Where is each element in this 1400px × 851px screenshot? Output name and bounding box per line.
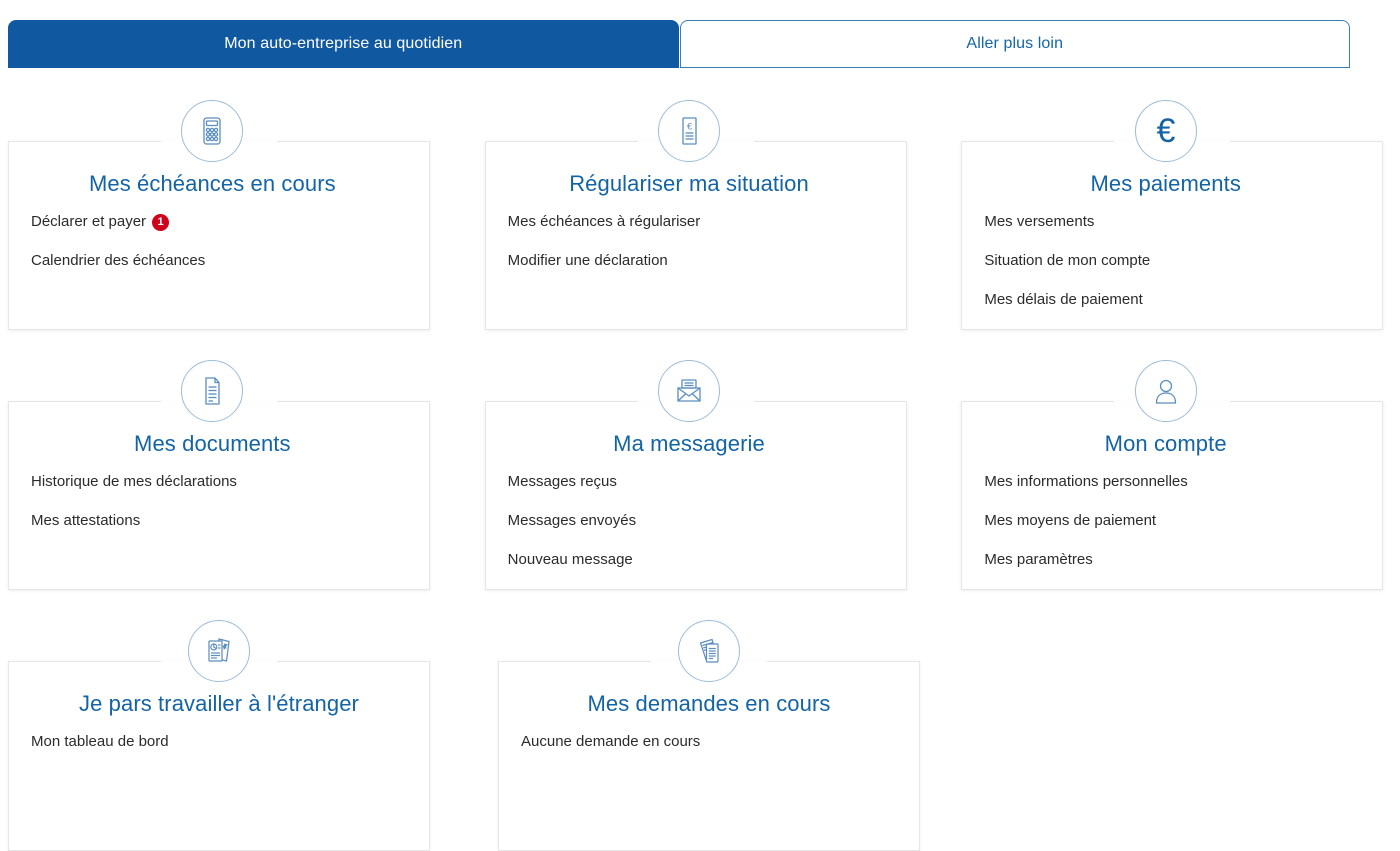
card-top-divider-left (8, 401, 161, 402)
card-top-divider-left (8, 141, 161, 142)
card-top-divider-left (485, 401, 638, 402)
card-title: Mon compte (1104, 431, 1227, 456)
tab-bar (8, 20, 1350, 68)
card-top-divider-right (277, 661, 430, 662)
card-row (0, 620, 1400, 840)
text-aucune-demande-en-cours: Aucune demande en cours (521, 733, 701, 750)
grid-empty-slot (958, 620, 1380, 840)
link-mes-delais-de-paiement[interactable]: Mes délais de paiement (984, 291, 1143, 308)
link-mes-parametres[interactable]: Mes paramètres (984, 551, 1093, 568)
link-mon-tableau-de-bord[interactable]: Mon tableau de bord (31, 733, 169, 750)
card-top-divider-right (1230, 401, 1383, 402)
card-title: Ma messagerie (613, 431, 765, 456)
link-messages-recus[interactable]: Messages reçus (507, 473, 617, 490)
card-grid (0, 100, 1400, 840)
tab-label: Mon auto-entreprise au quotidien (224, 35, 463, 52)
card-top-divider-left (8, 661, 161, 662)
link-declarer-et-payer[interactable] (31, 212, 401, 231)
card-title: Je pars travailler à l'étranger (79, 691, 359, 716)
link-mes-moyens-de-paiement[interactable]: Mes moyens de paiement (984, 512, 1157, 529)
link-situation-de-mon-compte[interactable]: Situation de mon compte (984, 252, 1151, 269)
status-badge: 1 (152, 214, 169, 231)
card-top-divider-left (961, 141, 1114, 142)
svg-text:€: € (686, 121, 693, 132)
card-top-divider-right (754, 401, 907, 402)
link-historique-de-mes-declarations[interactable]: Historique de mes déclarations (31, 473, 237, 490)
card-links (984, 472, 1354, 589)
link-mes-attestations[interactable]: Mes attestations (31, 512, 141, 529)
card-links (508, 212, 878, 290)
document-euro-icon (658, 100, 720, 162)
card-title: Mes paiements (1090, 171, 1241, 196)
card-links (31, 472, 401, 550)
tab-mon-auto-entreprise-au-quotidien[interactable] (8, 20, 679, 68)
link-mes-echeances-a-regulariser[interactable]: Mes échéances à régulariser (507, 213, 701, 230)
tab-aller-plus-loin[interactable] (680, 20, 1351, 68)
card-je-pars-travailler-a-letranger (8, 620, 430, 840)
link-calendrier-des-echeances[interactable]: Calendrier des échéances (31, 252, 206, 269)
card-links (521, 732, 904, 771)
card-mon-compte (961, 360, 1370, 620)
card-title: Régulariser ma situation (569, 171, 809, 196)
card-top-divider-right (1230, 141, 1383, 142)
calculator-icon (181, 100, 243, 162)
documents-stack-icon (678, 620, 740, 682)
card-top-divider-right (277, 141, 430, 142)
card-row (0, 360, 1400, 620)
envelope-icon (658, 360, 720, 422)
user-icon (1135, 360, 1197, 422)
link-modifier-une-declaration[interactable]: Modifier une déclaration (507, 252, 668, 269)
link-mes-versements[interactable]: Mes versements (984, 213, 1095, 230)
link-messages-envoyes[interactable]: Messages envoyés (507, 512, 637, 529)
card-top-divider-right (754, 141, 907, 142)
link-nouveau-message[interactable]: Nouveau message (507, 551, 633, 568)
card-top-divider-left (961, 401, 1114, 402)
card-mes-echeances-en-cours (8, 100, 417, 360)
card-mes-paiements (961, 100, 1370, 360)
link-label: Déclarer et payer (31, 213, 147, 230)
card-top-divider-right (767, 661, 920, 662)
card-title: Mes documents (134, 431, 291, 456)
card-top-divider-left (485, 141, 638, 142)
tab-label: Aller plus loin (966, 35, 1064, 52)
card-title: Mes demandes en cours (587, 691, 831, 716)
card-mes-demandes-en-cours (498, 620, 920, 840)
card-links (508, 472, 878, 589)
card-ma-messagerie (485, 360, 894, 620)
card-regulariser-ma-situation (485, 100, 894, 360)
card-top-divider-left (498, 661, 651, 662)
link-mes-informations-personnelles[interactable]: Mes informations personnelles (984, 473, 1188, 490)
passport-plane-icon (188, 620, 250, 682)
card-row (0, 100, 1400, 360)
card-links (31, 212, 401, 290)
euro-icon (1135, 100, 1197, 162)
card-title: Mes échéances en cours (88, 171, 336, 196)
card-links (984, 212, 1354, 329)
card-links (31, 732, 414, 771)
card-mes-documents (8, 360, 417, 620)
card-top-divider-right (277, 401, 430, 402)
document-icon (181, 360, 243, 422)
svg-text:€: € (1156, 112, 1176, 150)
